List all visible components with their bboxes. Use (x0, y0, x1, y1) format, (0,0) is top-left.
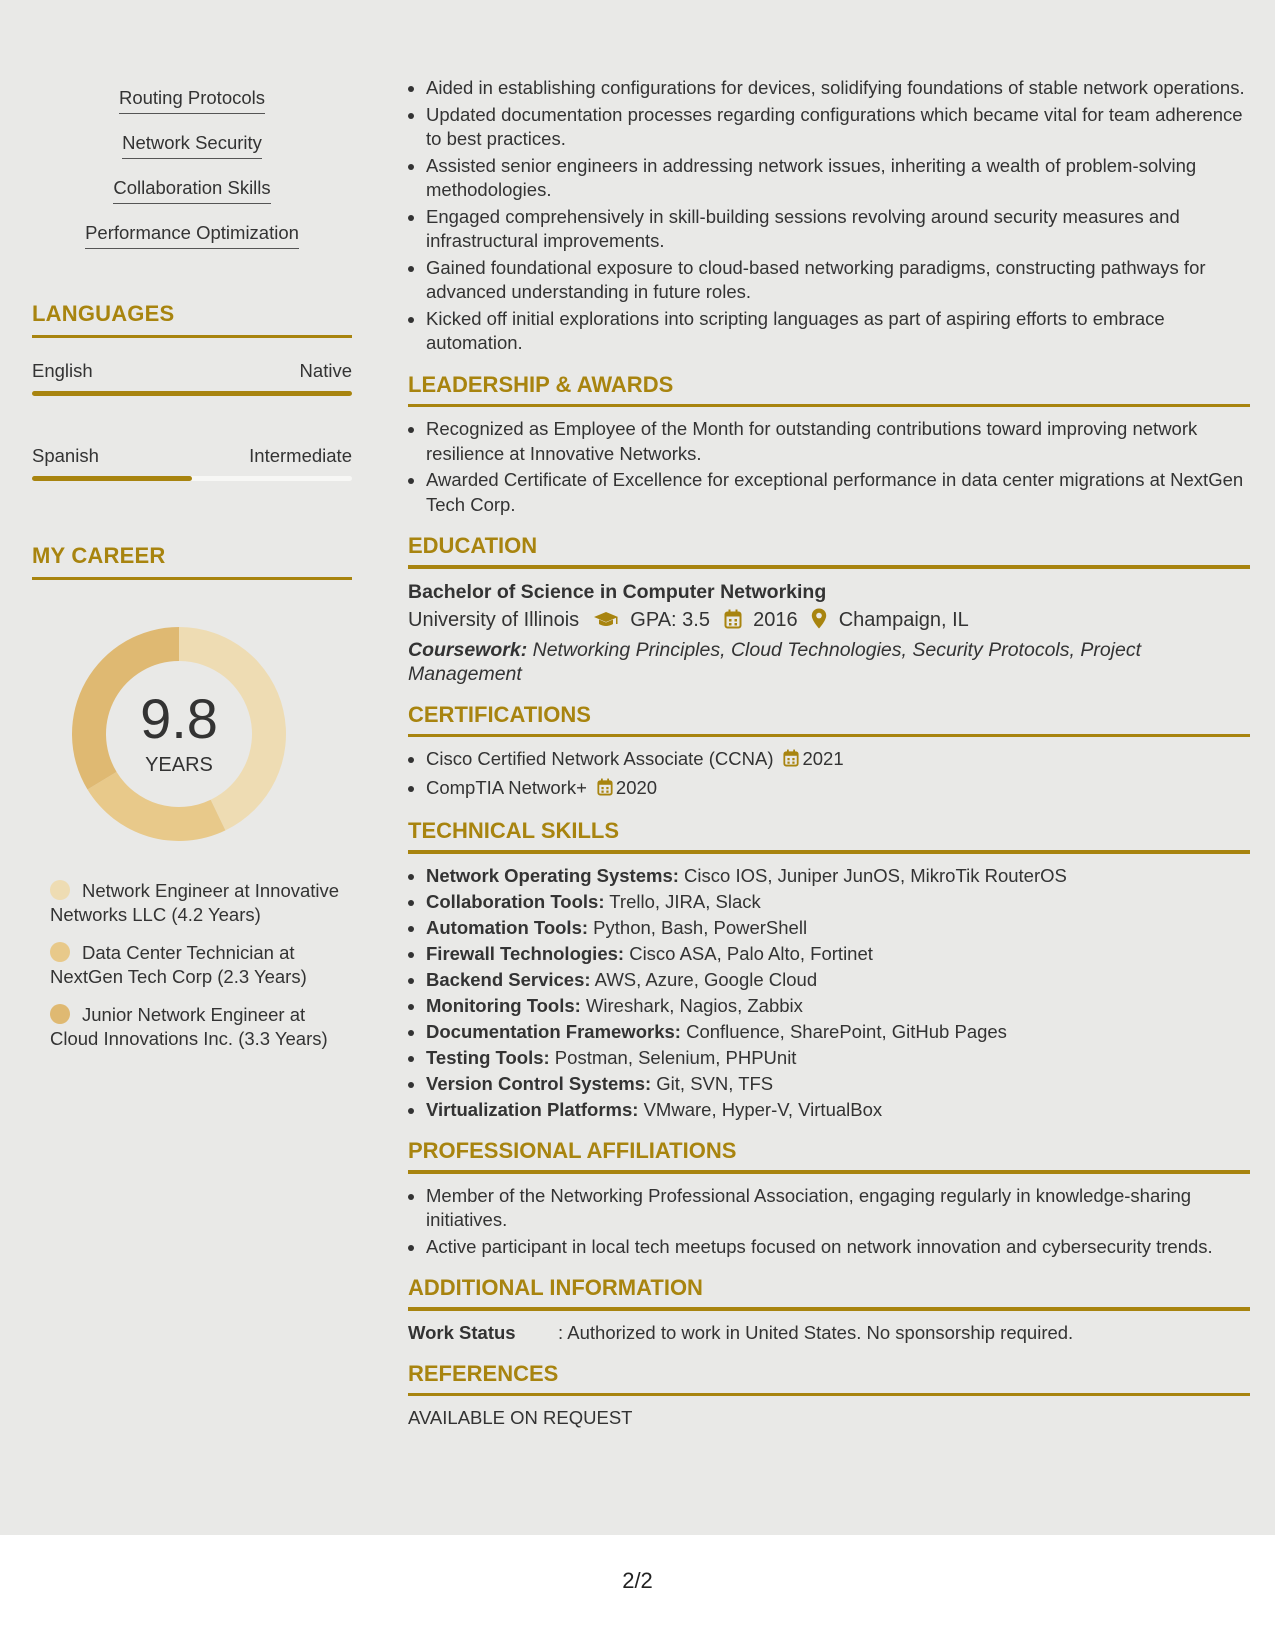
section-heading: LEADERSHIP & AWARDS (408, 371, 674, 397)
skill-item (32, 86, 352, 131)
certifications-section (408, 702, 1250, 803)
section-heading: TECHNICAL SKILLS (408, 818, 620, 843)
career-total-unit: YEARS (145, 754, 213, 776)
section-heading: PROFESSIONAL AFFILIATIONS (408, 1138, 737, 1163)
language-level: Intermediate (249, 445, 352, 466)
list-item (408, 864, 1250, 889)
skill-list (32, 86, 352, 266)
heading-rule (408, 1393, 1250, 1397)
legend-dot (50, 880, 70, 900)
coursework (408, 638, 1250, 686)
list-item (408, 1020, 1250, 1045)
skill-category: Documentation Frameworks: (426, 1020, 681, 1042)
legend-label: Data Center Technician at NextGen Tech Corp (2.3 Years) (50, 942, 307, 987)
list-item (408, 942, 1250, 967)
list-item: Updated documentation processes regarding configurations which became vital for team adherence to best practices. (408, 103, 1250, 152)
section-heading: REFERENCES (408, 1360, 559, 1386)
skill-label: Network Security (122, 131, 262, 159)
cert-name: CompTIA Network+ (426, 776, 587, 798)
languages-section (32, 301, 352, 481)
career-section (32, 543, 352, 1049)
skill-category: Virtualization Platforms: (426, 1098, 639, 1120)
cert-year: 2020 (615, 776, 658, 798)
skill-category: Monitoring Tools: (426, 994, 581, 1016)
list-item: Member of the Networking Professional Association, engaging regularly in knowledge-sharing initiatives. (408, 1184, 1250, 1233)
career-donut-chart (66, 621, 292, 847)
list-item (408, 968, 1250, 993)
languages-heading: LANGUAGES (32, 301, 175, 326)
skill-values: AWS, Azure, Google Cloud (590, 968, 818, 990)
list-item: Kicked off initial explorations into scripting languages as part of aspiring efforts to embrace automation. (408, 307, 1250, 356)
cert-year: 2021 (802, 748, 844, 769)
language-row (32, 445, 352, 467)
education-section (408, 533, 1250, 686)
skill-values: Git, SVN, TFS (651, 1072, 774, 1094)
heading-rule (408, 734, 1250, 738)
language-bar (32, 391, 352, 396)
heading-rule (32, 335, 352, 338)
legend-item (50, 1003, 340, 1051)
references-section (408, 1361, 1250, 1431)
experience-bullets (408, 76, 1250, 356)
skill-values: Cisco IOS, Juniper JunOS, MikroTik RouterOS (678, 864, 1067, 886)
list-item (408, 776, 1250, 803)
technical-skills-section (408, 818, 1250, 1122)
heading-rule (32, 577, 352, 580)
additional-info-section (408, 1275, 1250, 1345)
skill-category: Backend Services: (426, 968, 591, 990)
list-item: Gained foundational exposure to cloud-based networking paradigms, constructing pathways for advanced understanding in future roles. (408, 256, 1250, 305)
list-item: Active participant in local tech meetups focused on network innovation and cybersecurity trends. (408, 1235, 1250, 1260)
calendar-icon (597, 778, 613, 803)
legend-item (50, 879, 340, 927)
section-heading: ADDITIONAL INFORMATION (408, 1275, 703, 1300)
coursework-list: Networking Principles, Cloud Technologies, Security Protocols, Project Management (408, 638, 1142, 685)
list-item (408, 1098, 1250, 1123)
leadership-section (408, 372, 1250, 518)
language-name: English (32, 360, 93, 381)
language-row (32, 360, 352, 382)
main-content (408, 76, 1250, 1430)
language-level: Native (299, 360, 352, 381)
skill-item (32, 176, 352, 221)
gpa: GPA: 3.5 (630, 608, 710, 631)
cert-name: Cisco Certified Network Associate (CCNA) (426, 748, 774, 769)
list-item: Recognized as Employee of the Month for outstanding contributions toward improving network resilience at Innovative Networks. (408, 417, 1250, 466)
heading-rule (408, 850, 1250, 854)
skill-label: Collaboration Skills (113, 176, 270, 204)
career-heading: MY CAREER (32, 543, 166, 568)
graduation-year: 2016 (753, 608, 798, 631)
language-bar (32, 476, 352, 481)
career-total-value: 9.8 (140, 687, 218, 750)
calendar-icon (724, 608, 742, 638)
list-item: Engaged comprehensively in skill-building sessions revolving around security measures and infrastructural improvements. (408, 205, 1250, 254)
list-item (408, 890, 1250, 915)
heading-rule (408, 1307, 1250, 1311)
skill-category: Version Control Systems: (426, 1072, 652, 1094)
legend-dot (50, 1004, 70, 1024)
graduation-cap-icon (593, 608, 619, 638)
language-name: Spanish (32, 445, 99, 466)
work-status-value: : Authorized to work in United States. No sponsorship required. (558, 1321, 1074, 1343)
section-heading: EDUCATION (408, 533, 538, 558)
location: Champaign, IL (838, 608, 969, 631)
education-details (408, 605, 1250, 638)
list-item: Assisted senior engineers in addressing network issues, inheriting a wealth of problem-solving methodologies. (408, 154, 1250, 203)
skill-item (32, 221, 352, 266)
skill-label: Routing Protocols (119, 86, 265, 114)
skill-values: Postman, Selenium, PHPUnit (549, 1046, 797, 1068)
language-bar-fill (32, 476, 192, 481)
skill-category: Testing Tools: (426, 1046, 550, 1068)
heading-rule (408, 1170, 1250, 1174)
list-item (408, 1046, 1250, 1071)
work-status-label: Work Status (408, 1321, 516, 1343)
list-item: Aided in establishing configurations for devices, solidifying foundations of stable network operations. (408, 76, 1250, 101)
legend-label: Network Engineer at Innovative Networks LLC (4.2 Years) (50, 880, 340, 925)
skill-category: Network Operating Systems: (426, 864, 679, 886)
language-bar-fill (32, 391, 352, 396)
skill-label: Performance Optimization (85, 221, 299, 249)
page-number: 2/2 (622, 1568, 653, 1593)
heading-rule (408, 565, 1250, 569)
heading-rule (408, 404, 1250, 408)
list-item: Awarded Certificate of Excellence for exceptional performance in data center migrations at NextGen Tech Corp. (408, 468, 1250, 517)
legend-item (50, 941, 340, 989)
skill-category: Collaboration Tools: (426, 890, 605, 912)
skill-values: Trello, JIRA, Slack (604, 890, 761, 912)
section-heading: CERTIFICATIONS (408, 701, 591, 727)
list-item (408, 747, 1250, 774)
list-item (408, 994, 1250, 1019)
legend-dot (50, 942, 70, 962)
list-item (408, 916, 1250, 941)
legend-label: Junior Network Engineer at Cloud Innovations Inc. (3.3 Years) (50, 1004, 328, 1049)
career-legend (50, 879, 340, 1065)
list-item (408, 1072, 1250, 1097)
skill-category: Firewall Technologies: (426, 942, 625, 964)
school-name: University of Illinois (408, 608, 580, 631)
affiliations-section (408, 1138, 1250, 1259)
calendar-icon (783, 749, 799, 774)
skill-values: Wireshark, Nagios, Zabbix (580, 994, 803, 1016)
skill-item (32, 131, 352, 176)
skill-values: Python, Bash, PowerShell (588, 916, 808, 938)
skill-values: Cisco ASA, Palo Alto, Fortinet (624, 942, 873, 964)
location-pin-icon (811, 608, 827, 638)
work-status-row (408, 1321, 1250, 1345)
coursework-label: Coursework: (408, 638, 528, 661)
degree-title: Bachelor of Science in Computer Networking (408, 580, 827, 603)
donut-segment (87, 772, 225, 841)
references-text: AVAILABLE ON REQUEST (408, 1407, 633, 1428)
skill-values: VMware, Hyper-V, VirtualBox (638, 1098, 883, 1120)
skill-values: Confluence, SharePoint, GitHub Pages (680, 1020, 1007, 1042)
skill-category: Automation Tools: (426, 916, 589, 938)
